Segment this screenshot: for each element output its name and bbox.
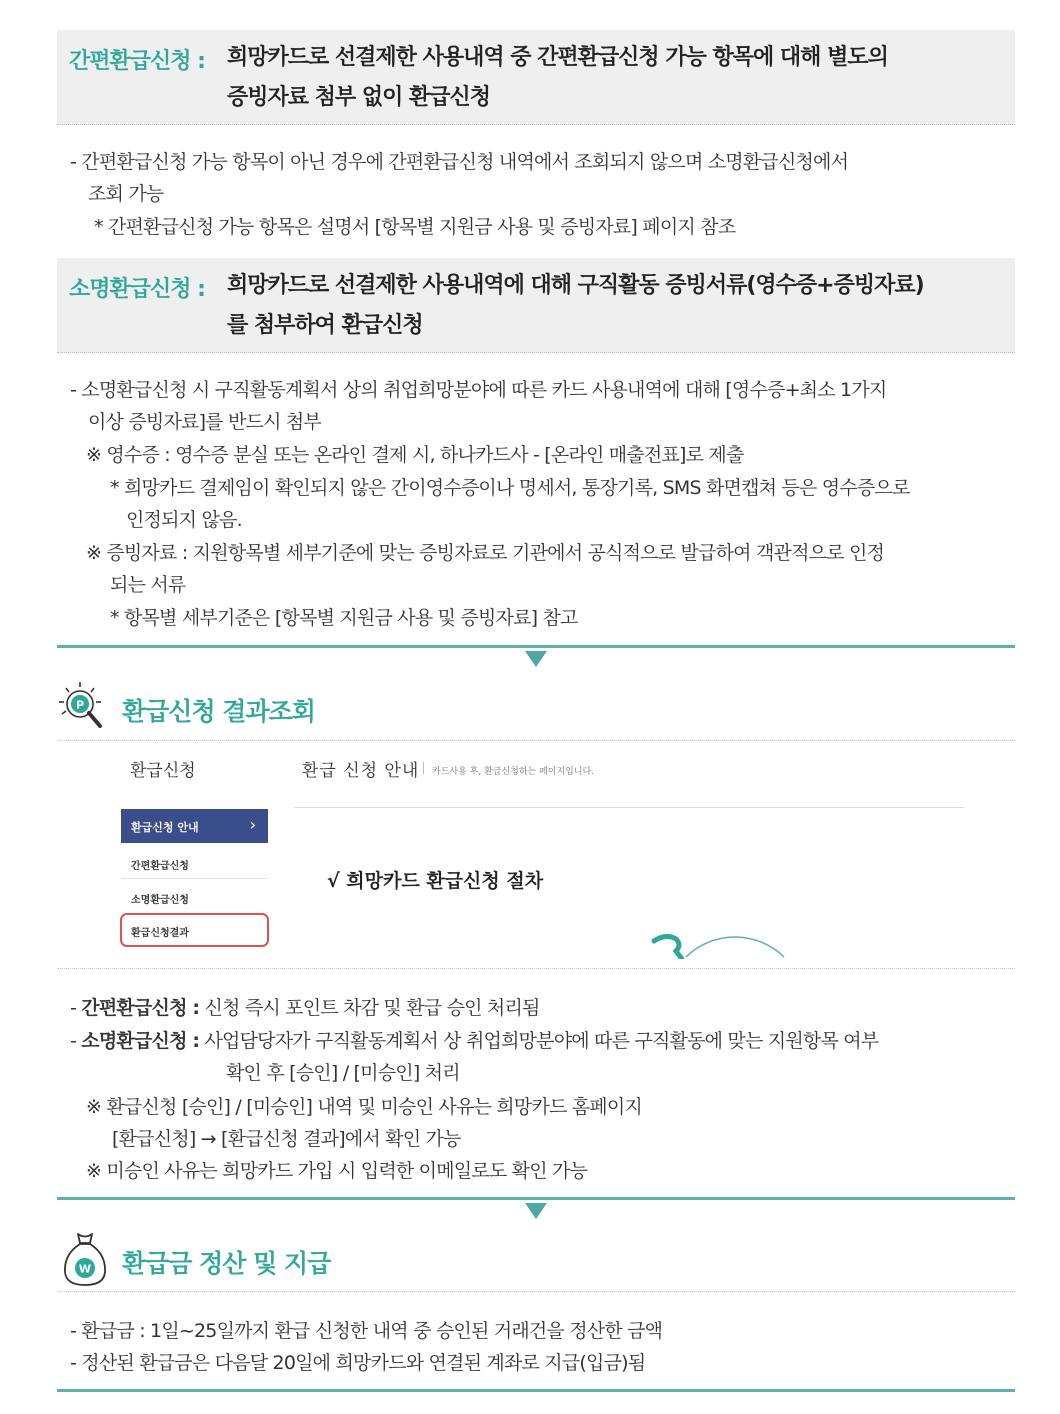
proof-refund-note: 이상 증빙자료]를 반드시 첨부 — [88, 411, 321, 433]
section-divider — [57, 645, 1015, 648]
section-divider — [57, 1197, 1015, 1200]
proof-refund-title-box — [57, 258, 1015, 353]
result-easy-note: - 간편환급신청 : 신청 즉시 포인트 차감 및 환급 승인 처리됨 — [70, 997, 540, 1019]
easy-refund-title-box — [57, 30, 1015, 125]
screenshot-page-subtitle: 카드사용 후, 환급신청하는 페이지입니다. — [432, 767, 595, 777]
proof-refund-note: 인정되지 않음. — [126, 509, 242, 531]
menu-item-label: 간편환급신청 — [131, 861, 189, 872]
result-easy-label: 간편환급신청 : — [81, 997, 200, 1019]
proof-refund-note: 되는 서류 — [110, 574, 186, 596]
easy-refund-note: 조회 가능 — [88, 183, 164, 205]
easy-refund-desc-line2: 증빙자료 첨부 없이 환급신청 — [227, 85, 491, 110]
proof-refund-note: - 소명환급신청 시 구직활동계획서 상의 취업희망분야에 따른 카드 사용내역에 대해 [영수증+최소 1가지 — [70, 379, 887, 401]
proof-refund-note: * 항목별 세부기준은 [항목별 지원금 사용 및 증빙자료] 참고 — [110, 607, 578, 629]
title-separator — [423, 762, 424, 774]
section-dotted-divider — [57, 1291, 1015, 1292]
procedure-title: √ 희망카드 환급신청 절차 — [327, 870, 544, 892]
easy-refund-note: - 간편환급신청 가능 항목이 아닌 경우에 간편환급신청 내역에서 조회되지 않으며 소명환급신청에서 — [70, 151, 849, 173]
menu-item-proof-refund[interactable] — [121, 879, 268, 912]
down-arrow-icon — [525, 1203, 547, 1219]
proof-refund-label: 소명환급신청 : — [69, 277, 205, 302]
section-dotted-divider — [57, 740, 1015, 741]
section-dotted-divider — [57, 968, 1015, 969]
proof-refund-note: * 희망카드 결제임이 확인되지 않은 간이영수증이나 명세서, 통장기록, SMS 화면캡쳐 등은 영수증으로 — [110, 477, 910, 499]
section-divider — [57, 1389, 1015, 1392]
menu-item-label: 환급신청결과 — [131, 928, 189, 939]
procedure-diagram-fragment — [640, 905, 800, 959]
result-proof-label: 소명환급신청 : — [81, 1030, 200, 1052]
result-proof-note-cont: 확인 후 [승인] / [미승인] 처리 — [226, 1062, 460, 1084]
screenshot-page-title: 환급 신청 안내 — [302, 761, 420, 781]
result-reference-note: [환급신청] → [환급신청 결과]에서 확인 가능 — [112, 1128, 461, 1150]
result-easy-text: 신청 즉시 포인트 차감 및 환급 승인 처리됨 — [204, 997, 540, 1019]
menu-item-label: 환급신청 안내 — [131, 821, 199, 834]
magnifier-p-icon — [56, 680, 116, 736]
easy-refund-desc-line1: 희망카드로 선결제한 사용내역 중 간편환급신청 가능 항목에 대해 별도의 — [227, 45, 888, 70]
proof-refund-desc-line1: 희망카드로 선결제한 사용내역에 대해 구직활동 증빙서류(영수증+증빙자료) — [227, 273, 924, 298]
proof-refund-note: ※ 영수증 : 영수증 분실 또는 온라인 결제 시, 하나카드사 - [온라인 매출전표]로 제출 — [86, 444, 744, 466]
proof-refund-desc-line2: 를 첨부하여 환급신청 — [227, 313, 423, 338]
result-section-title: 환급신청 결과조회 — [122, 697, 315, 726]
menu-item-refund-result[interactable] — [120, 913, 269, 947]
easy-refund-label: 간편환급신청 : — [69, 49, 205, 74]
down-arrow-icon — [525, 651, 547, 667]
screenshot-sidebar-title: 환급신청 — [130, 761, 196, 781]
payment-section-title: 환급금 정산 및 지급 — [122, 1249, 331, 1278]
result-proof-text: 사업담당자가 구직활동계획서 상 취업희망분야에 따른 구직활동에 맞는 지원항목 여부 — [204, 1030, 879, 1052]
easy-refund-note: * 간편환급신청 가능 항목은 설명서 [항목별 지원금 사용 및 증빙자료] 페이지 참조 — [94, 216, 736, 238]
svg-text:P: P — [75, 698, 85, 712]
menu-item-label: 소명환급신청 — [131, 895, 189, 906]
money-bag-icon — [60, 1230, 110, 1290]
payment-note: - 환급금 : 1일~25일까지 환급 신청한 내역 중 승인된 거래건을 정산한 금액 — [70, 1320, 663, 1342]
result-proof-note: - 소명환급신청 : 사업담당자가 구직활동계획서 상 취업희망분야에 따른 구직활동에 맞는 지원항목 여부 — [70, 1030, 879, 1052]
screenshot-divider — [294, 807, 964, 808]
proof-refund-note: ※ 증빙자료 : 지원항목별 세부기준에 맞는 증빙자료로 기관에서 공식적으로 발급하여 객관적으로 인정 — [86, 542, 885, 564]
menu-item-refund-guide[interactable] — [121, 809, 268, 843]
result-reference-note: ※ 미승인 사유는 희망카드 가입 시 입력한 이메일로도 확인 가능 — [86, 1160, 588, 1182]
chevron-right-icon: › — [249, 815, 256, 834]
menu-item-easy-refund[interactable] — [121, 845, 268, 879]
svg-text:W: W — [78, 1262, 92, 1276]
result-reference-note: ※ 환급신청 [승인] / [미승인] 내역 및 미승인 사유는 희망카드 홈페이지 — [86, 1096, 642, 1118]
payment-note: - 정산된 환급금은 다음달 20일에 희망카드와 연결된 계좌로 지급(입금)됨 — [70, 1352, 646, 1374]
